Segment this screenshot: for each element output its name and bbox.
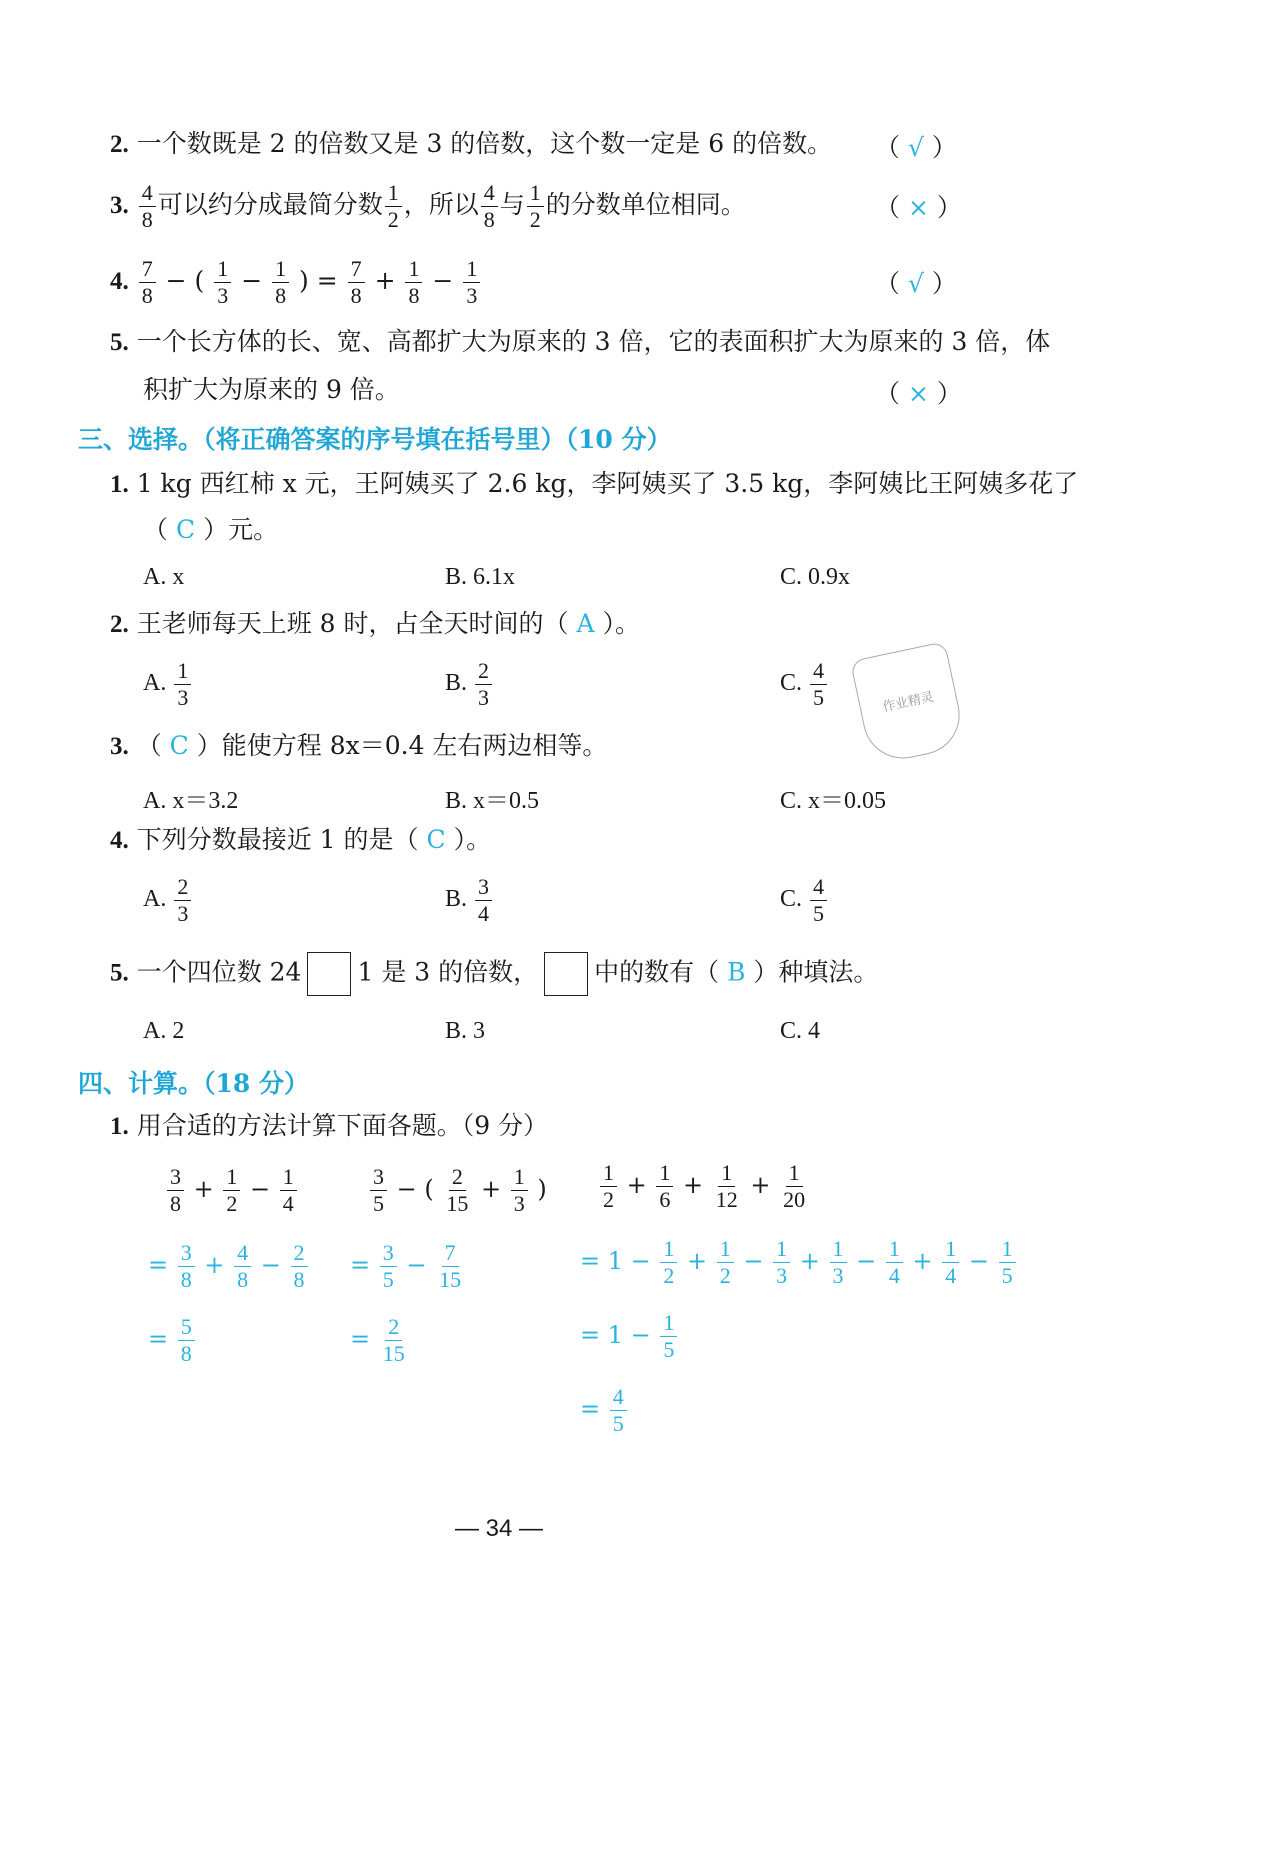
calc-step: = $\frac{2}{15}$ <box>350 1314 405 1366</box>
option-a[interactable]: A. $\frac{2}{3}$ <box>143 874 193 927</box>
q-number: 5. <box>110 329 129 356</box>
option-a[interactable]: A. x <box>143 564 185 590</box>
judge-q2 <box>110 128 832 161</box>
choice-q1-line1: 1. 1 kg 西红柿 x 元，王阿姨买了 2.6 kg，李阿姨买了 3.5 kg，李阿姨比王阿姨多花了 <box>110 469 1079 498</box>
answer-paren-j5: （ × ） <box>875 379 962 408</box>
option-c[interactable]: C. 4 <box>780 1018 821 1044</box>
calc-step: = 1 − $\frac{1}{2}$ + $\frac{1}{2}$ − $\frac{1}{3}$ + $\frac{1}{3}$ − $\frac{1}{4}$ + $\frac{1}{4}$ − $\frac{1}{5}$ <box>580 1236 1018 1289</box>
calc-problem-2: $\frac{3}{5}$ − ( $\frac{2}{15}$ + $\frac{1}{3}$ ) <box>368 1164 547 1217</box>
answer-paren-j3: （ × ） <box>875 193 962 222</box>
option-c[interactable]: C. $\frac{4}{5}$ <box>780 874 829 927</box>
choice-q4: 4. 下列分数最接近 1 的是（ C ）。 <box>110 825 492 854</box>
choice-q5: 5. 一个四位数 24 1 是 3 的倍数， 中的数有（ B ）种填法。 <box>110 952 878 996</box>
calc-step: = $\frac{3}{5}$ − $\frac{7}{15}$ <box>350 1240 462 1292</box>
option-b[interactable]: B. 6.1x <box>445 564 516 590</box>
q-text: 一个数既是 2 的倍数又是 3 的倍数，这个数一定是 6 的倍数。 <box>136 129 833 158</box>
option-b[interactable]: B. x＝0.5 <box>445 788 540 814</box>
answer-mark: × <box>907 379 929 408</box>
answer-mark: A <box>576 609 595 638</box>
option-b[interactable]: B. $\frac{3}{4}$ <box>445 874 494 927</box>
q-number: 3. <box>110 192 129 219</box>
answer-mark: × <box>907 193 929 222</box>
q-number: 2. <box>110 131 129 158</box>
watermark-stamp: 作业精灵 <box>850 641 967 766</box>
option-a[interactable]: A. x＝3.2 <box>143 788 239 814</box>
option-a[interactable]: A. $\frac{1}{3}$ <box>143 658 193 711</box>
choice-q3: 3. （ C ）能使方程 8x＝0.4 左右两边相等。 <box>110 731 608 760</box>
calc-q1: 1. 用合适的方法计算下面各题。（9 分） <box>110 1111 549 1140</box>
option-c[interactable]: C. $\frac{4}{5}$ <box>780 658 829 711</box>
calc-problem-1: $\frac{3}{8}$ + $\frac{1}{2}$ − $\frac{1}{4}$ <box>165 1164 299 1217</box>
calc-step: = 1 − $\frac{1}{5}$ <box>580 1310 679 1363</box>
judge-q3: 3. $\frac{4}{8}$ 可以约分成最简分数 $\frac{1}{2}$ ，所以 $\frac{4}{8}$ 与 $\frac{1}{2}$ 的分数单位相同。 <box>110 180 746 232</box>
answer-mark: C <box>426 825 446 854</box>
fraction: $\frac{4}{8}$ <box>139 180 156 233</box>
option-c[interactable]: C. x＝0.05 <box>780 788 887 814</box>
choice-q1-line2: （ C ）元。 <box>143 515 279 544</box>
section-4-title: 四、计算。（18 分） <box>78 1069 309 1098</box>
blank-box[interactable] <box>307 952 351 996</box>
fraction: $\frac{1}{2}$ <box>527 180 544 233</box>
answer-mark: C <box>175 515 196 544</box>
calc-step: = $\frac{3}{8}$ + $\frac{4}{8}$ − $\frac{2}{8}$ <box>148 1240 310 1293</box>
answer-paren-j4: （ √ ） <box>875 269 957 298</box>
option-c[interactable]: C. 0.9x <box>780 564 851 590</box>
calc-problem-3: $\frac{1}{2}$ + $\frac{1}{6}$ + $\frac{1}{12}$ + $\frac{1}{20}$ <box>598 1160 810 1213</box>
answer-mark: √ <box>907 133 924 162</box>
fraction: $\frac{4}{8}$ <box>481 180 498 233</box>
answer-mark: √ <box>907 269 924 298</box>
option-a[interactable]: A. 2 <box>143 1018 185 1044</box>
q-number: 4. <box>110 268 129 295</box>
judge-q5-line1: 5. 一个长方体的长、宽、高都扩大为原来的 3 倍，它的表面积扩大为原来的 3 倍，体 <box>110 327 1051 356</box>
calc-step: = $\frac{5}{8}$ <box>148 1314 197 1367</box>
page-number: — 34 — <box>455 1515 544 1542</box>
option-b[interactable]: B. $\frac{2}{3}$ <box>445 658 494 711</box>
blank-box[interactable] <box>544 952 588 996</box>
judge-q4: 4. $\frac{7}{8}$ − ( $\frac{1}{3}$ − $\frac{1}{8}$ ) = $\frac{7}{8}$ + $\frac{1}{8}$ − $\frac{1}{3}$ <box>110 256 482 309</box>
choice-q2: 2. 王老师每天上班 8 时，占全天时间的（ A ）。 <box>110 609 640 638</box>
calc-step: = $\frac{4}{5}$ <box>580 1384 629 1437</box>
answer-mark: C <box>169 731 189 760</box>
section-3-title: 三、选择。（将正确答案的序号填在括号里）（10 分） <box>78 425 672 454</box>
option-b[interactable]: B. 3 <box>445 1018 486 1044</box>
answer-mark: B <box>727 957 746 987</box>
fraction: $\frac{1}{2}$ <box>385 180 402 233</box>
judge-q5-line2: 积扩大为原来的 9 倍。 <box>143 375 400 404</box>
answer-paren-j2: （ √ ） <box>875 133 957 162</box>
